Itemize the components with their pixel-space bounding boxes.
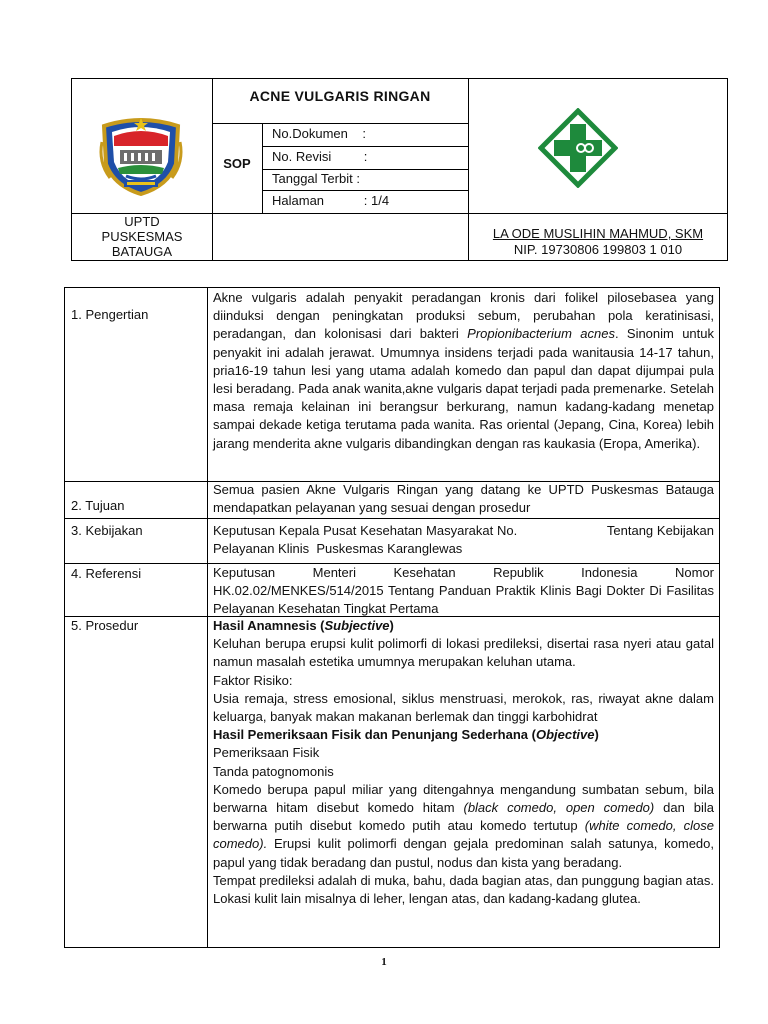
komedo-text-3: Erupsi kulit polimorfi dengan gejala predominan salah satunya, komedo, papul yang tidak beradang dan pustul, nodus dan kista yang beradang. [213, 836, 714, 870]
organization-name [72, 214, 212, 259]
document-title: ACNE VULGARIS RINGAN [249, 88, 431, 104]
section-body-tujuan: Semua pasien Akne Vulgaris Ringan yang datang ke UPTD Puskesmas Batauga mendapatkan pelayanan yang sesuai dengan prosedur [213, 482, 714, 516]
section-label-tujuan: 2. Tujuan [71, 498, 125, 513]
prosedur-predileksi: Tempat predileksi adalah di muka, bahu, dada bagian atas, dan punggung bagian atas. Lokasi kulit lain misalnya di leher, lengan atas, dan kadang-kadang glutea. [213, 872, 714, 907]
section-body-prosedur [213, 617, 714, 908]
meta-halaman: Halaman : 1/4 [272, 193, 390, 208]
heading-subjective-italic: Subjective [324, 618, 390, 633]
komedo-italic-2: (white comedo, close comedo). [213, 818, 714, 852]
page-number: 1 [381, 956, 387, 968]
section-label-referensi: 4. Referensi [71, 566, 142, 581]
regional-emblem-icon [96, 112, 186, 196]
section-label-prosedur: 5. Prosedur [71, 618, 139, 633]
heading-subjective [213, 617, 714, 635]
meta-tanggal-terbit: Tanggal Terbit : [272, 171, 360, 186]
signer-nip: NIP. 19730806 199803 1 010 [513, 242, 683, 257]
pengertian-text-1: Akne vulgaris adalah penyakit peradangan kronis dari folikel pilosebasea yang diinduksi dengan peningkatan produksi sebum, perubahan pola keratinisasi, peradangan, dan kolonisasi dari bakteri [213, 290, 714, 342]
section-body-pengertian [213, 289, 714, 453]
prosedur-keluhan: Keluhan berupa erupsi kulit polimorfi di lokasi predileksi, disertai rasa nyeri atau gatal namun masalah estetika umumnya merupakan keluhan utama. [213, 636, 714, 670]
pengertian-text-2: . Sinonim untuk penyakit ini adalah jerawat. Umumnya insidens terjadi pada wanitausia 14-17 tahun, pria16-19 tahun lesi yang utama adalah komedo dan papul dan dapat dijumpai pula lesi beradang. Pada anak wanita,akne vulgaris dapat terjadi pada premenarke. Setelah masa remaja kelainan ini berangsur berkurang, namun kadang-kadang menetap sampai dekade ketiga terutama pada wanita. Ras oriental (Jepang, Cina, Korea) lebih jarang menderita akne vulgaris dibandingkan dengan ras kaukasia (Eropa, Amerika). [213, 326, 714, 451]
meta-no-revisi: No. Revisi : [272, 149, 368, 164]
org-line-uptd: UPTD [124, 214, 160, 229]
prosedur-pemeriksaan-fisik: Pemeriksaan Fisik [213, 745, 320, 761]
prosedur-faktor-risiko: Usia remaja, stress emosional, siklus menstruasi, merokok, ras, riwayat akne dalam keluarga, banyak makan makanan berlemak dan tinggi karbohidrat [213, 690, 714, 725]
heading-subjective-text: Hasil Anamnesis ( [213, 618, 325, 633]
prosedur-faktor-risiko-label: Faktor Risiko: [213, 672, 293, 688]
prosedur-komedo [213, 781, 714, 872]
sop-label: SOP [223, 156, 251, 171]
prosedur-tanda-patognomonis: Tanda patognomonis [213, 763, 334, 779]
section-body-kebijakan: Keputusan Kepala Pusat Kesehatan Masyarakat No. Tentang Kebijakan Pelayanan Klinis Puskesmas Karanglewas [213, 523, 718, 557]
section-label-pengertian: 1. Pengertian [71, 307, 149, 322]
signer-name: LA ODE MUSLIHIN MAHMUD, SKM [492, 226, 704, 241]
meta-no-dokumen: No.Dokumen : [272, 126, 366, 141]
heading-subjective-close: ) [389, 618, 394, 633]
section-label-kebijakan: 3. Kebijakan [71, 523, 143, 538]
heading-objective-text: Hasil Pemeriksaan Fisik dan Penunjang Sederhana ( [213, 727, 536, 743]
komedo-text-2: dan bila berwarna putih disebut komedo putih atau komedo tertutup [213, 800, 714, 834]
section-body-referensi: Keputusan Menteri Kesehatan Republik Indonesia Nomor HK.02.02/MENKES/514/2015 Tentang Panduan Praktik Klinis Bagi Dokter Di Fasilitas Pelayanan Kesehatan Tingkat Pertama [213, 565, 714, 617]
puskesmas-cross-logo-icon [538, 108, 618, 188]
org-line-puskesmas: PUSKESMAS [101, 229, 183, 244]
heading-objective-close: ) [594, 727, 599, 743]
heading-objective-italic: Objective [535, 727, 595, 743]
komedo-text-1: Komedo berupa papul miliar yang ditengahnya mengandung sumbatan sebum, bila berwarna hitam disebut komedo hitam [213, 781, 714, 816]
heading-objective [213, 726, 714, 744]
komedo-italic-1: (black comedo, open comedo) [463, 800, 655, 816]
pengertian-text-italic: Propionibacterium acnes [467, 326, 615, 342]
org-line-batauga: BATAUGA [111, 244, 173, 259]
